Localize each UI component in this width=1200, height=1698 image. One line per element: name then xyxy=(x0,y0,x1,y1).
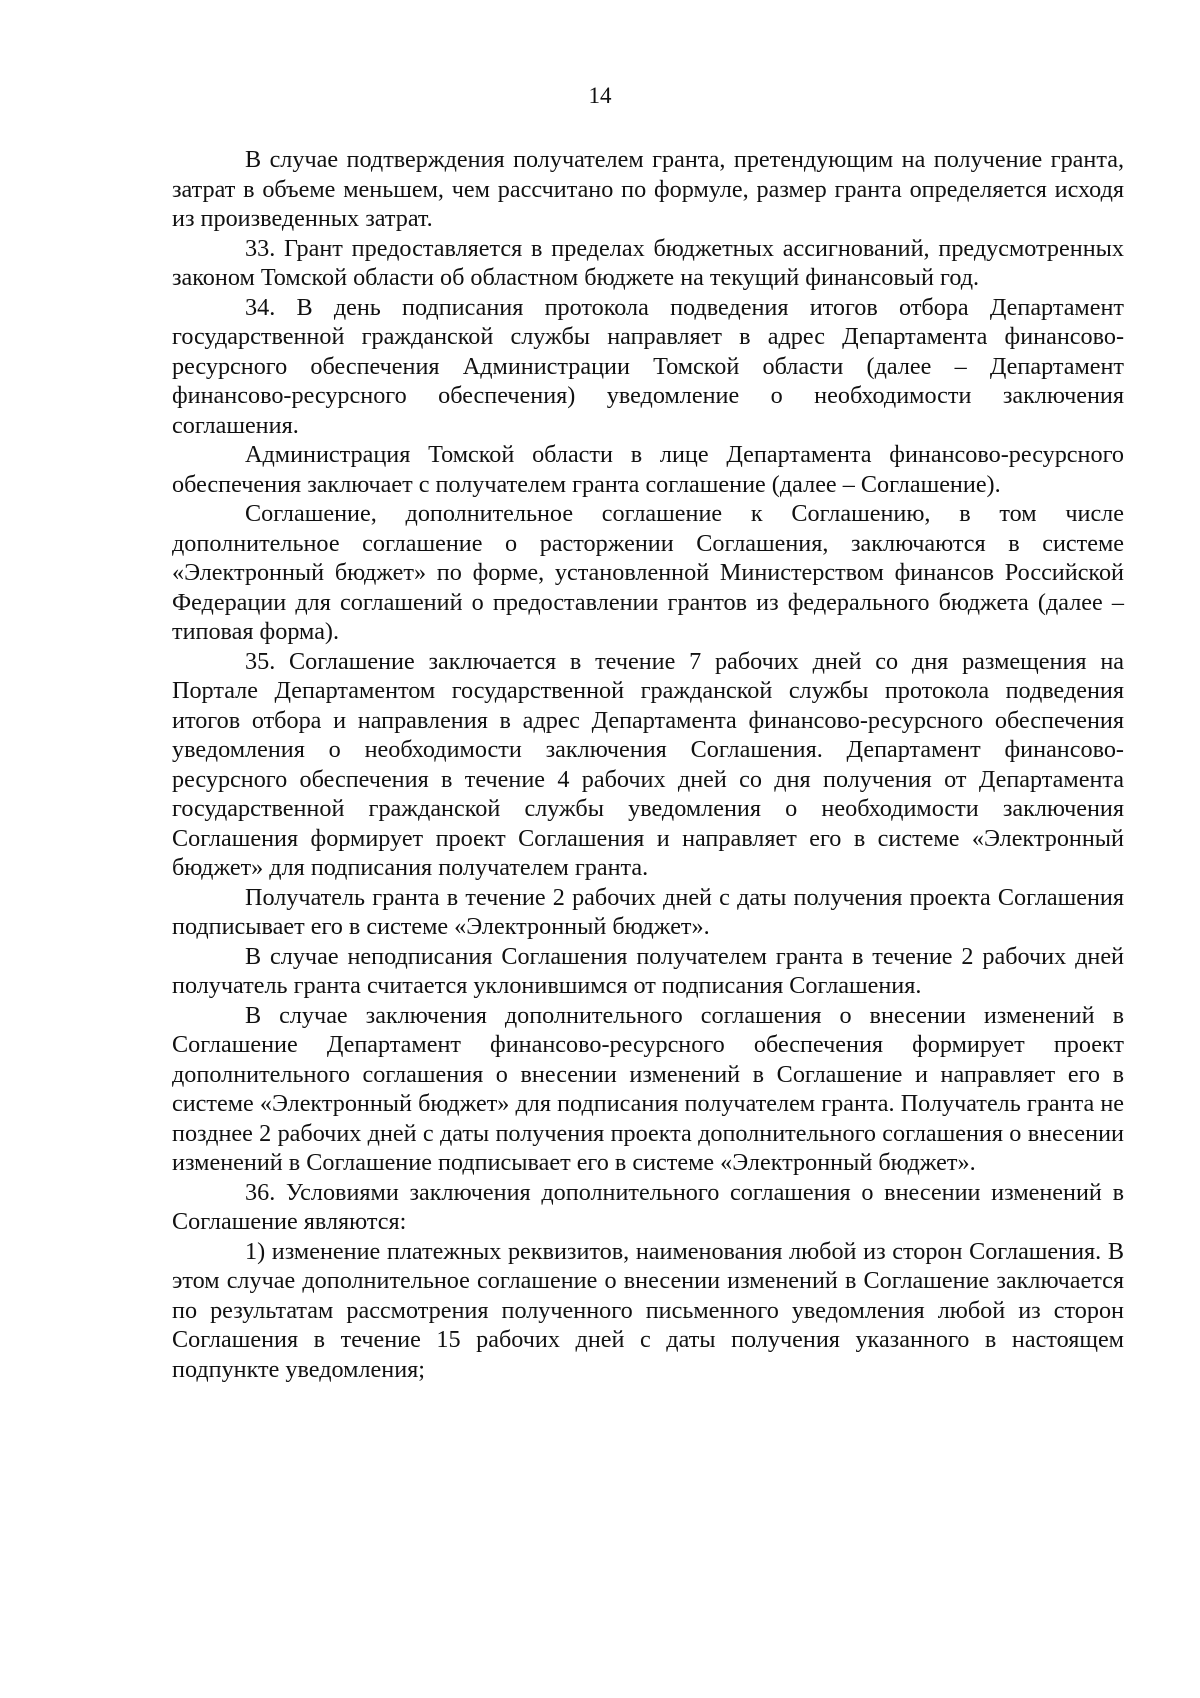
page-number: 14 xyxy=(588,83,612,108)
paragraph-electronic-budget-form: Соглашение, дополнительное соглашение к Соглашению, в том числе дополнительное соглашение о расторжении Соглашения, заключаются в системе «Электронный бюджет» по форме, установленной Министерством финансов Российской Федерации для соглашений о предоставлении грантов из федерального бюджета (далее – типовая форма). xyxy=(172,500,1124,645)
paragraph-recipient-signs: Получатель гранта в течение 2 рабочих дней с даты получения проекта Соглашения подписывает его в системе «Электронный бюджет». xyxy=(172,883,1124,940)
paragraph-administration-agreement: Администрация Томской области в лице Департамента финансово-ресурсного обеспечения заключает с получателем гранта соглашение (далее – Соглашение). xyxy=(172,441,1124,498)
paragraph-subitem-1: 1) изменение платежных реквизитов, наименования любой из сторон Соглашения. В этом случае дополнительное соглашение о внесении изменений в Соглашение заключается по результатам рассмотрения полученного письменного уведомления любой из сторон Соглашения в течение 15 рабочих дней с даты получения указанного в настоящем подпункте уведомления; xyxy=(172,1237,1124,1383)
paragraph-non-signing: В случае неподписания Соглашения получателем гранта в течение 2 рабочих дней получатель гранта считается уклонившимся от подписания Соглашения. xyxy=(172,942,1124,999)
document-body xyxy=(172,145,1124,1384)
paragraph-item-33: 33. Грант предоставляется в пределах бюджетных ассигнований, предусмотренных законом Томской области об областном бюджете на текущий финансовый год. xyxy=(172,234,1124,291)
paragraph-additional-agreement: В случае заключения дополнительного соглашения о внесении изменений в Соглашение Департамент финансово-ресурсного обеспечения формирует проект дополнительного соглашения о внесении изменений в Соглашение и направляет его в системе «Электронный бюджет» для подписания получателем гранта. Получатель гранта не позднее 2 рабочих дней с даты получения проекта дополнительного соглашения о внесении изменений в Соглашение подписывает его в системе «Электронный бюджет». xyxy=(172,1001,1124,1176)
paragraph-item-34: 34. В день подписания протокола подведения итогов отбора Департамент государственной гражданской службы направляет в адрес Департамента финансово-ресурсного обеспечения Администрации Томской области (далее – Департамент финансово-ресурсного обеспечения) уведомление о необходимости заключения соглашения. xyxy=(172,293,1124,439)
paragraph-item-35: 35. Соглашение заключается в течение 7 рабочих дней со дня размещения на Портале Департаментом государственной гражданской службы протокола подведения итогов отбора и направления в адрес Департамента финансово-ресурсного обеспечения уведомления о необходимости заключения Соглашения. Департамент финансово-ресурсного обеспечения в течение 4 рабочих дней со дня получения от Департамента государственной гражданской службы уведомления о необходимости заключения Соглашения формирует проект Соглашения и направляет его в системе «Электронный бюджет» для подписания получателем гранта. xyxy=(172,647,1124,881)
paragraph-grant-amount-note: В случае подтверждения получателем гранта, претендующим на получение гранта, затрат в объеме меньшем, чем рассчитано по формуле, размер гранта определяется исходя из произведенных затрат. xyxy=(172,146,1124,232)
paragraph-item-36: 36. Условиями заключения дополнительного соглашения о внесении изменений в Соглашение являются: xyxy=(172,1178,1124,1235)
